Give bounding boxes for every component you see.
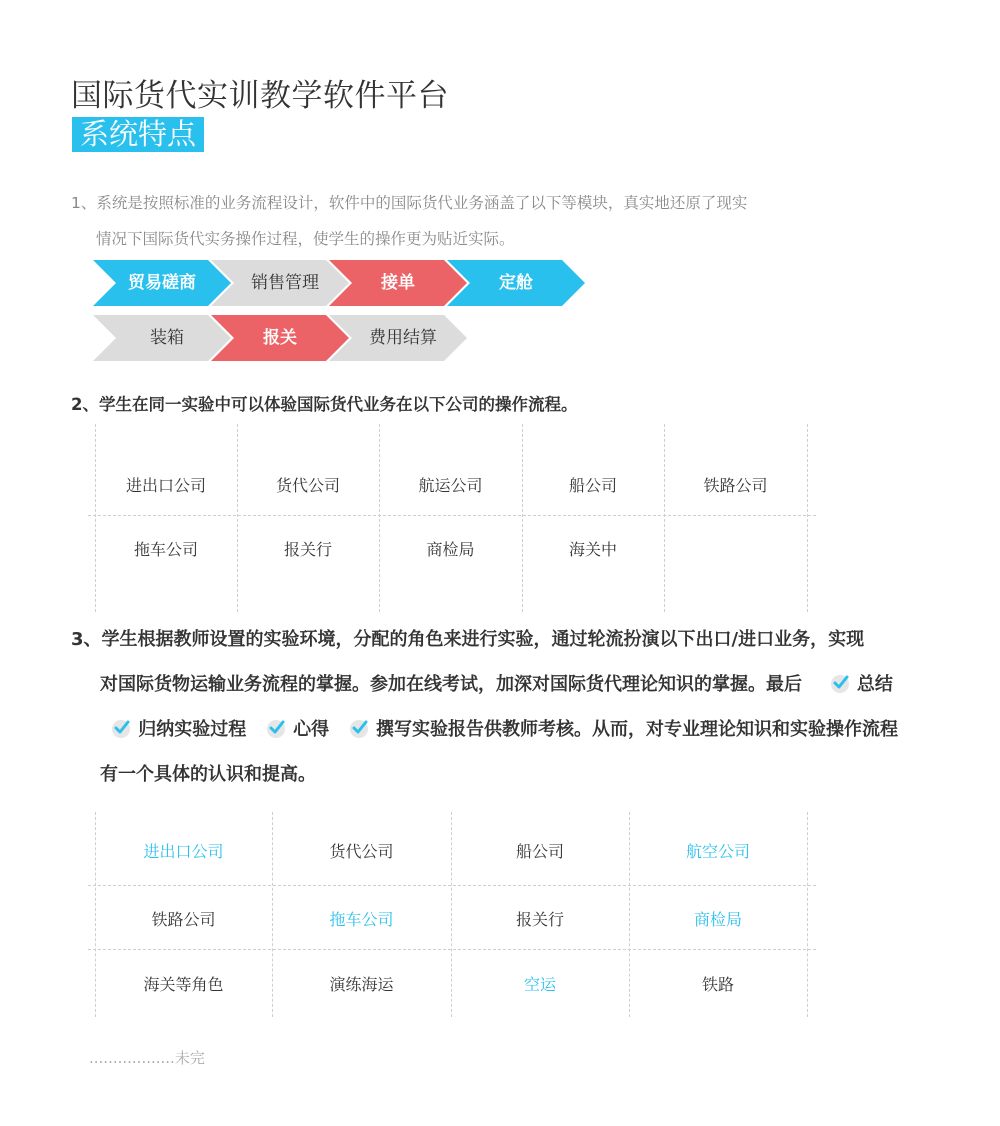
grid-cell: 航运公司 (418, 476, 483, 495)
section3-line1: 3、学生根据教师设置的实验环境，分配的角色来进行实验，通过轮流扮演以下出口/进口业务，实现 (71, 629, 865, 650)
grid-cell: 商检局 (693, 910, 742, 929)
to-be-continued: ..................未完 (89, 1049, 205, 1067)
grid-cell: 海关中 (568, 540, 617, 559)
grid-cell: 货代公司 (329, 842, 394, 861)
grid-divider (522, 424, 523, 612)
grid-cell: 船公司 (515, 842, 564, 861)
check-label-experience: 心得 (293, 719, 330, 740)
grid-cell: 商检局 (426, 540, 475, 559)
grid-cell: 船公司 (568, 476, 617, 495)
check-icon (829, 672, 851, 694)
grid-cell: 进出口公司 (143, 842, 224, 861)
grid-cell: 货代公司 (275, 476, 340, 495)
flow-step-label: 销售管理 (251, 273, 319, 293)
check-label-report: 撰写实验报告供教师考核。从而，对专业理论知识和实验操作流程 (375, 719, 898, 740)
grid-divider (88, 949, 816, 950)
grid-divider (379, 424, 380, 612)
check-label-summary: 总结 (856, 674, 893, 695)
grid-cell: 铁路公司 (151, 910, 216, 929)
flow-step-fee-settlement (329, 315, 467, 361)
grid-cell: 空运 (523, 975, 556, 994)
flow-step-booking (447, 260, 585, 306)
check-label-induction: 归纳实验过程 (138, 719, 247, 740)
flow-step-label: 费用结算 (369, 328, 437, 348)
grid-cell: 进出口公司 (125, 476, 206, 495)
grid-cell: 铁路公司 (703, 476, 768, 495)
flow-step-label: 报关 (263, 328, 297, 348)
grid-cell: 海关等角色 (143, 975, 224, 994)
flow-step-label: 接单 (381, 273, 415, 293)
check-icon (110, 717, 132, 739)
section3-line2 (100, 670, 893, 696)
grid-cell: 演练海运 (329, 975, 394, 994)
grid-cell: 拖车公司 (329, 910, 394, 929)
grid-cell: 铁路 (701, 975, 734, 994)
grid-divider (95, 424, 96, 612)
grid-divider (88, 885, 816, 886)
section-badge: 系统特点 (72, 117, 204, 152)
flow-step-label: 装箱 (150, 328, 184, 348)
section3-line4: 有一个具体的认识和提高。 (100, 764, 316, 785)
grid-divider (664, 424, 665, 612)
grid-cell: 报关行 (283, 540, 332, 559)
section1-line1: 1、系统是按照标准的业务流程设计，软件中的国际货代业务涵盖了以下等模块，真实地还原了现实 (71, 194, 748, 212)
grid-cell: 拖车公司 (133, 540, 198, 559)
grid-divider (807, 424, 808, 612)
check-icon (265, 717, 287, 739)
grid-divider (237, 424, 238, 612)
page-title: 国际货代实训教学软件平台 (71, 78, 449, 114)
grid-divider (807, 812, 808, 1017)
grid-cell: 航空公司 (685, 842, 750, 861)
section3-line2-text: 对国际货物运输业务流程的掌握。参加在线考试，加深对国际货代理论知识的掌握。最后 (100, 674, 802, 695)
grid-divider (88, 515, 816, 516)
flow-step-label: 贸易磋商 (128, 273, 196, 293)
section1-line2: 情况下国际货代实务操作过程，使学生的操作更为贴近实际。 (96, 230, 515, 248)
check-icon (348, 717, 370, 739)
section3-line3 (110, 715, 898, 741)
flow-step-label: 定舱 (499, 273, 533, 293)
section2-heading: 2、学生在同一实验中可以体验国际货代业务在以下公司的操作流程。 (71, 395, 578, 414)
grid-cell: 报关行 (515, 910, 564, 929)
